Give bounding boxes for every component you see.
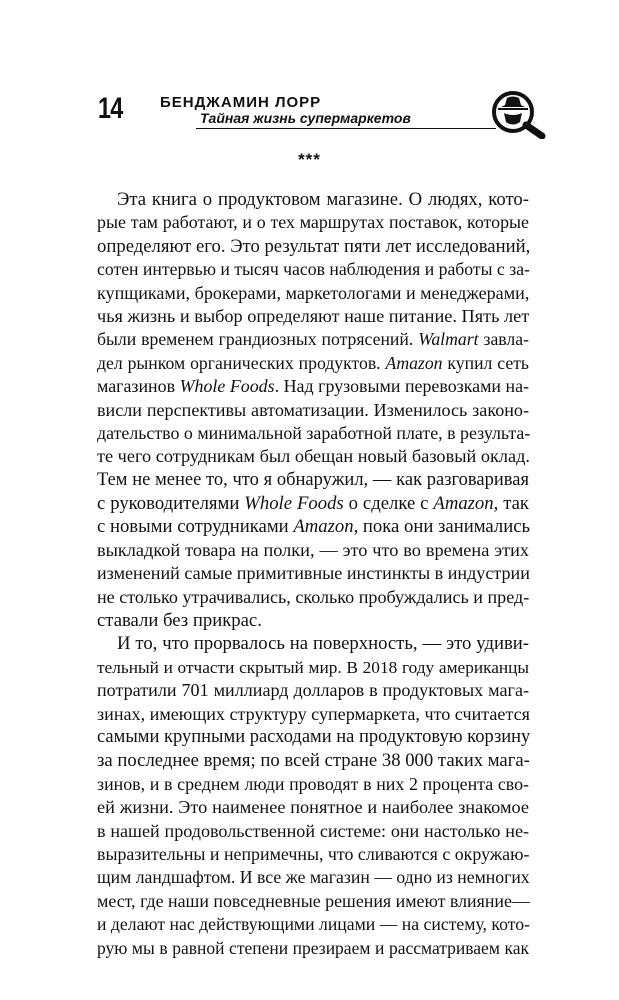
text-line: рые там работают, и о тех маршрутах поставок, которые bbox=[97, 212, 529, 233]
text-line: за последнее время; по всей стране 38 000 таких мага- bbox=[97, 750, 530, 772]
brand-name: Whole Foods bbox=[244, 493, 344, 515]
text-fragment: завла- bbox=[478, 329, 529, 350]
text-fragment: с руководителями bbox=[97, 493, 245, 515]
text-line: купщиками, брокерами, маркетологами и менеджерами, bbox=[97, 282, 530, 303]
text-line: дательство о минимальной заработной плате, в результа- bbox=[97, 422, 531, 443]
text-fragment: . Над грузовыми перевозками на- bbox=[274, 376, 530, 397]
text-fragment: дел рынком органических продуктов. bbox=[97, 352, 386, 373]
text-line: мест, где наши повседневные решения имеют влияние— bbox=[97, 890, 530, 911]
text-line: не столько утрачивались, сколько пробуждались и пред- bbox=[97, 586, 530, 607]
brand-name: Whole Foods bbox=[179, 376, 275, 397]
text-line bbox=[97, 375, 529, 398]
text-line: в нашей продовольственной системе: они настолько не- bbox=[97, 820, 529, 841]
text-line: выразительны и непримечны, что сливаются с окружаю- bbox=[97, 843, 530, 864]
brand-name: Amazon bbox=[433, 493, 494, 515]
running-head-book-title: Тайная жизнь супермаркетов bbox=[200, 110, 411, 126]
text-line: Тем не менее то, что я обнаружил, — как разговаривая bbox=[97, 469, 529, 490]
text-line bbox=[97, 515, 529, 538]
page-number: 14 bbox=[98, 92, 123, 125]
text-fragment: магазинов bbox=[97, 376, 180, 397]
detective-magnifier-icon bbox=[489, 89, 547, 139]
text-line bbox=[97, 492, 529, 515]
text-fragment: , так bbox=[493, 493, 529, 515]
text-fragment: были временем грандиозных потрясений. bbox=[97, 329, 419, 350]
section-separator: *** bbox=[298, 150, 321, 169]
text-line: тельный и отчасти скрытый мир. В 2018 году американцы bbox=[97, 657, 529, 677]
text-line: те чего сотрудникам был обещан новый базовый оклад. bbox=[97, 446, 530, 467]
text-line: изменений самые примитивные инстинкты в индустрии bbox=[97, 563, 530, 584]
text-line: И то, что прорвалось на поверхность, — это удиви- bbox=[117, 633, 529, 655]
text-line: чья жизнь и выбор определяют наше питание. Пять лет bbox=[97, 305, 530, 326]
text-fragment: , пока они занимались bbox=[353, 516, 531, 538]
text-line: сотен интервью и тысяч часов наблюдения и работы с за- bbox=[97, 259, 530, 280]
text-line: определяют его. Это результат пяти лет исследований, bbox=[97, 235, 531, 257]
text-line: рую мы в равной степени презираем и рассматриваем как bbox=[97, 937, 529, 958]
brand-name: Walmart bbox=[418, 329, 479, 350]
text-fragment: купил сеть bbox=[442, 352, 529, 373]
text-line: Эта книга о продуктовом магазине. О людях, кото- bbox=[117, 189, 529, 210]
text-fragment: о сделке с bbox=[343, 493, 434, 515]
text-line bbox=[97, 328, 529, 351]
text-line: ей жизни. Это наименее понятное и наиболее знакомое bbox=[97, 797, 529, 818]
running-head-author: БЕНДЖАМИН ЛОРР bbox=[160, 94, 322, 111]
text-line: зинов, и в среднем люди проводят в них 2 процента сво- bbox=[97, 773, 529, 794]
text-line: потратили 701 миллиард долларов в продуктовых мага- bbox=[97, 680, 529, 701]
text-line: выкладкой товара на полки, — это что во времена этих bbox=[97, 539, 529, 560]
text-fragment: с новыми сотрудниками bbox=[97, 516, 294, 538]
body-text bbox=[97, 188, 529, 960]
text-line bbox=[97, 352, 529, 375]
text-line: самыми крупными расходами на продуктовую корзину bbox=[97, 726, 531, 747]
brand-name: Amazon bbox=[293, 516, 354, 538]
text-line: ставали без прикрас. bbox=[97, 610, 262, 632]
running-head-rule bbox=[196, 128, 496, 129]
text-line: зинах, имеющих структуру супермаркета, что считается bbox=[97, 703, 530, 724]
text-line: висли перспективы автоматизации. Изменилось законо- bbox=[97, 399, 529, 420]
text-line: и делают нас действующими лицами — на систему, кото- bbox=[97, 914, 530, 935]
brand-name: Amazon bbox=[385, 352, 443, 373]
text-line: щим ландшафтом. И все же магазин — одно из немногих bbox=[97, 867, 530, 888]
